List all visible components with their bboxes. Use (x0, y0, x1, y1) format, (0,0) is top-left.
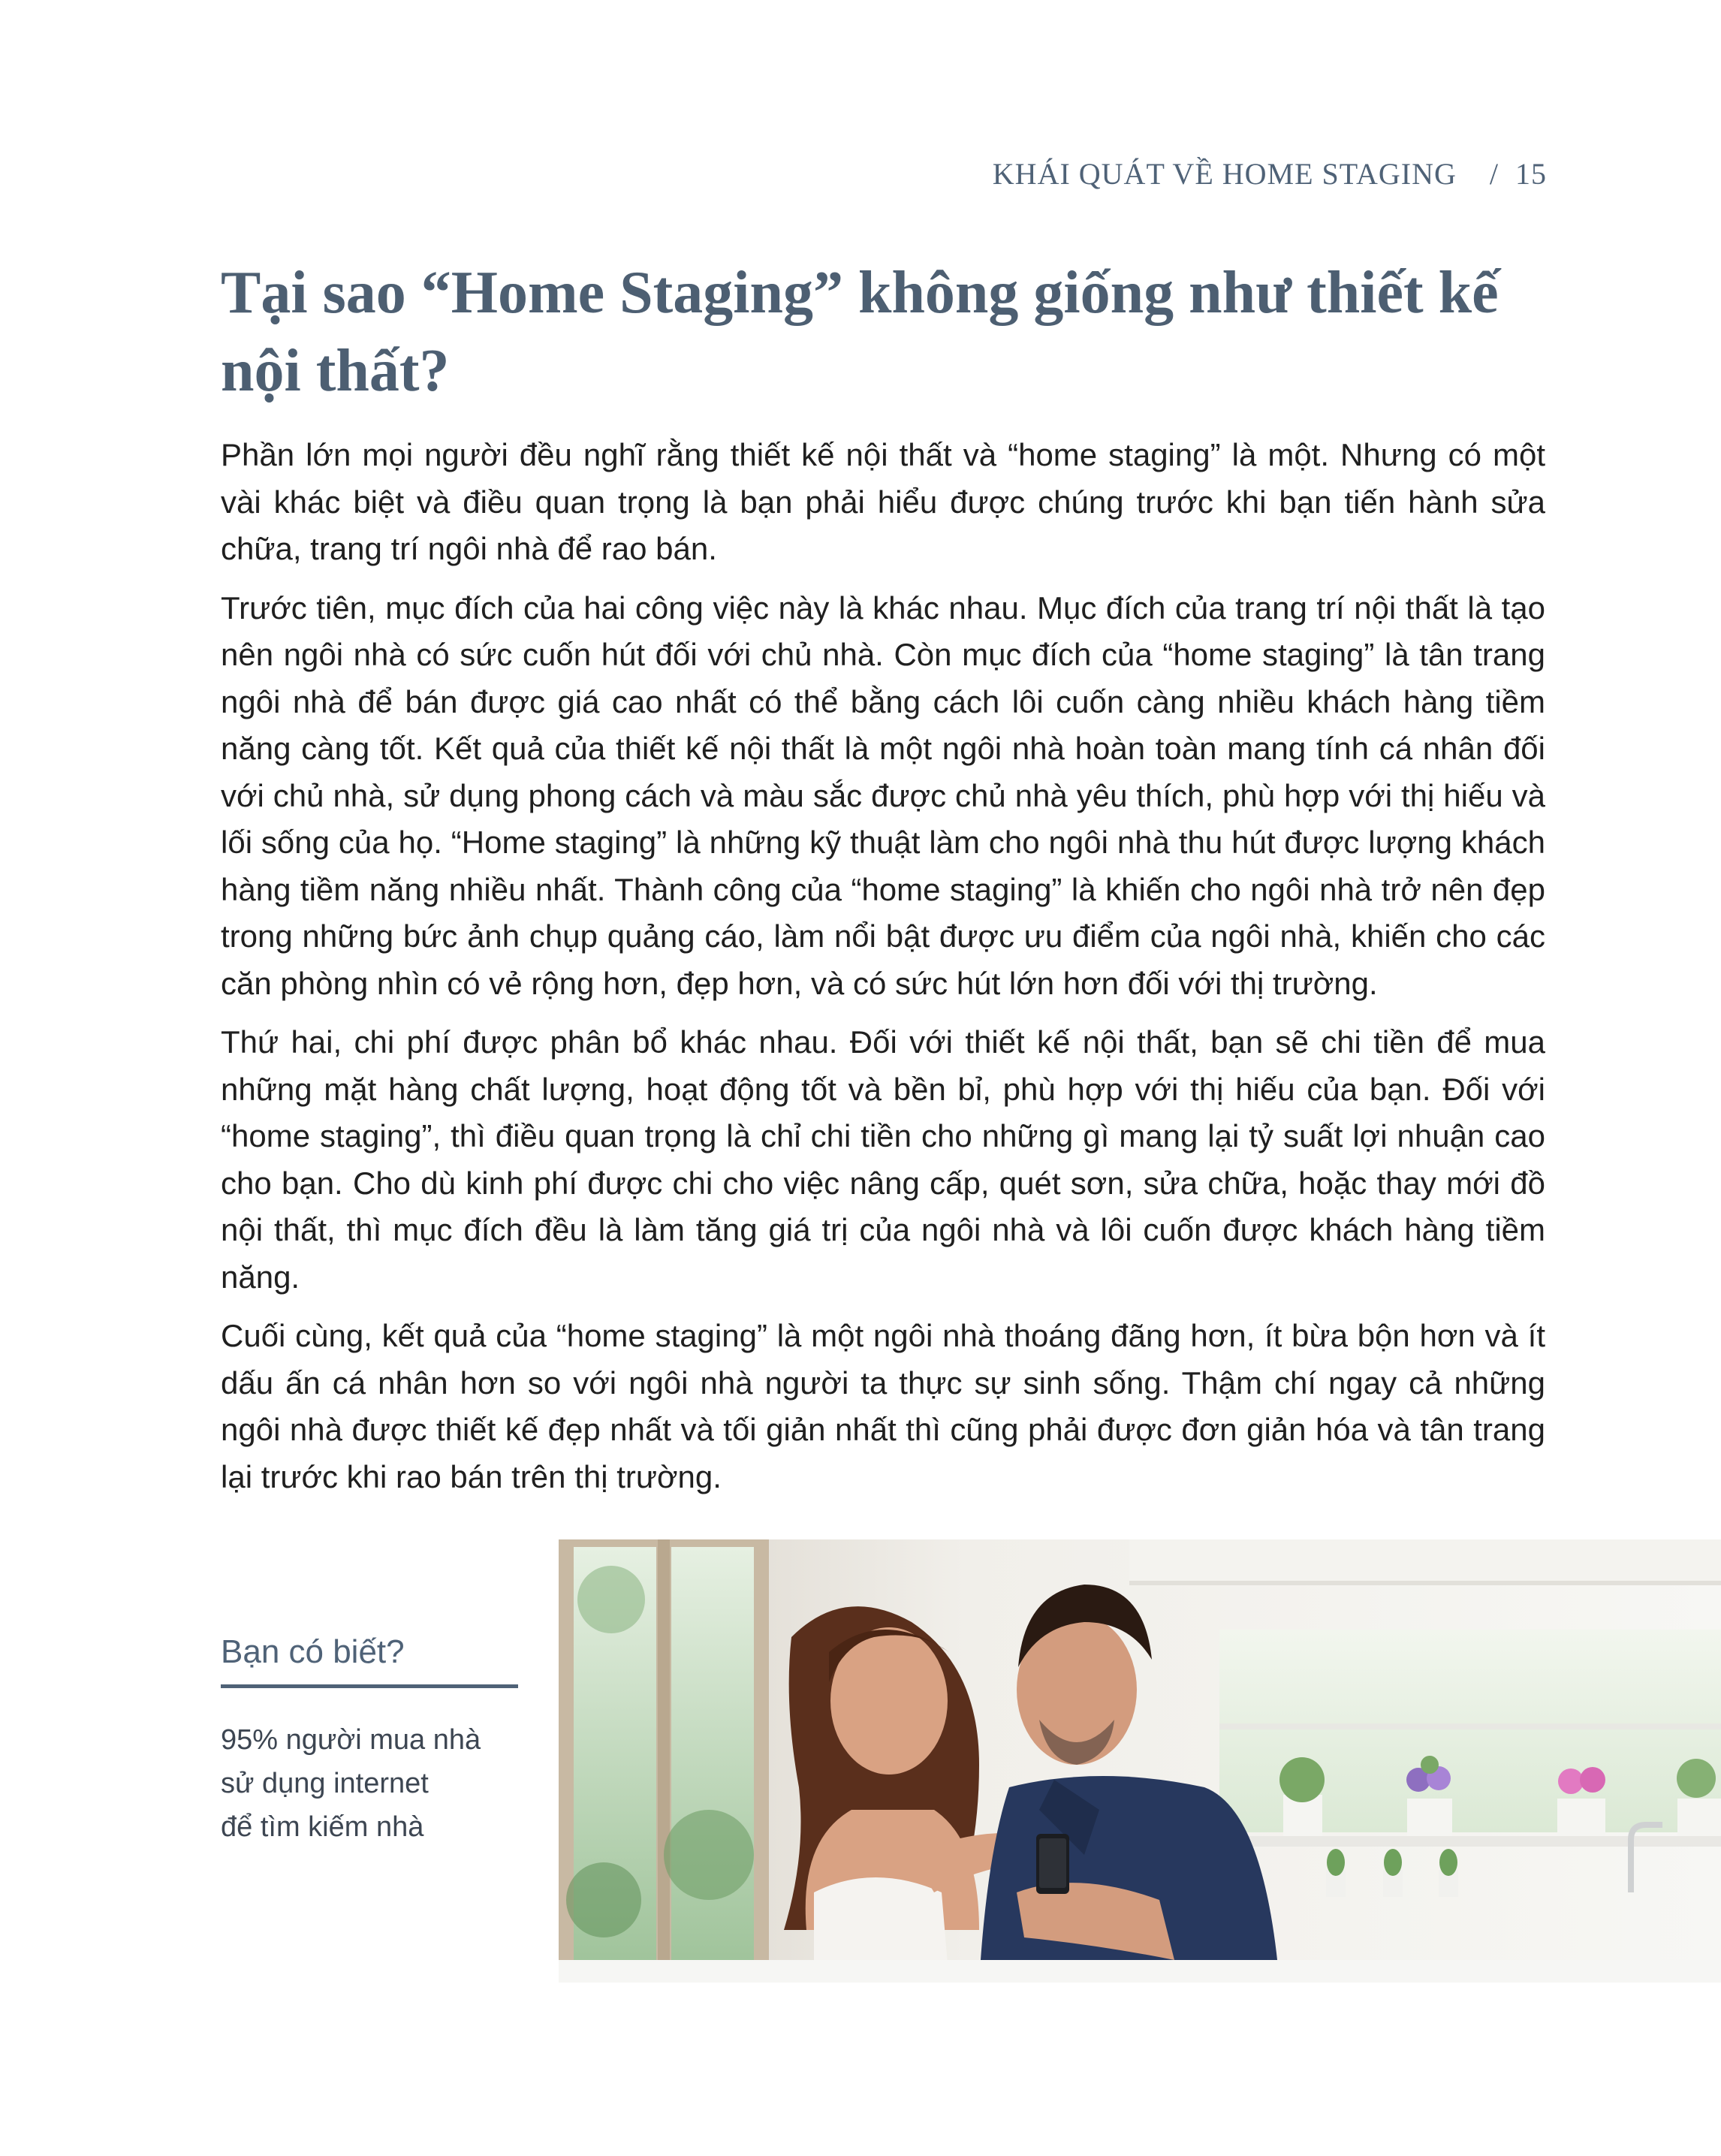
paragraph-2: Trước tiên, mục đích của hai công việc này là khác nhau. Mục đích của trang trí nội thất là tạo nên ngôi nhà có sức cuốn hút đối với chủ nhà. Còn mục đích của “home staging” là tân trang ngôi nhà để bán được giá cao nhất có thể bằng cách lôi cuốn càng nhiều khách hàng tiềm năng càng tốt. Kết quả của thiết kế nội thất là một ngôi nhà hoàn toàn mang tính cá nhân đối với chủ nhà, sử dụng phong cách và màu sắc được chủ nhà yêu thích, phù hợp với thị hiếu và lối sống của họ. “Home staging” là những kỹ thuật làm cho ngôi nhà thu hút được lượng khách hàng tiềm năng nhiều nhất. Thành công của “home staging” là khiến cho ngôi nhà trở nên đẹp trong những bức ảnh chụp quảng cáo, làm nổi bật được ưu điểm của ngôi nhà, khiến cho các căn phòng nhìn có vẻ rộng hơn, đẹp hơn, và có sức hút lớn hơn đối với thị trường. (221, 590, 1545, 1001)
paragraph-3: Thứ hai, chi phí được phân bổ khác nhau. Đối với thiết kế nội thất, bạn sẽ chi tiền để mua những mặt hàng chất lượng, hoạt động tốt và bền bỉ, phù hợp với thị hiếu của bạn. Đối với “home staging”, thì điều quan trọng là chỉ chi tiền cho những gì mang lại tỷ suất lợi nhuận cao cho bạn. Cho dù kinh phí được chi cho việc nâng cấp, quét sơn, sửa chữa, hoặc thay mới đồ nội thất, thì mục đích đều là làm tăng giá trị của ngôi nhà và lôi cuốn được khách hàng tiềm năng. (221, 1024, 1545, 1295)
article-body (221, 432, 1545, 1512)
left-window-pane (671, 1547, 754, 1968)
did-you-know-box (221, 1633, 518, 1849)
paragraph-1: Phần lớn mọi người đều nghĩ rằng thiết kế nội thất và “home staging” là một. Nhưng có một vài khác biệt và điều quan trọng là bạn phải hiểu được chúng trước khi bạn tiến hành sửa chữa, trang trí ngôi nhà để rao bán. (221, 437, 1545, 566)
page-number: 15 (1515, 157, 1547, 191)
sidebar-text (221, 1718, 491, 1849)
counter (559, 1960, 1721, 1983)
sidebar-title: Bạn có biết? (221, 1633, 518, 1688)
couple-photo (559, 1539, 1721, 1983)
section-title: KHÁI QUÁT VỀ HOME STAGING (992, 157, 1457, 191)
separator: / (1489, 157, 1499, 191)
article-title: Tại sao “Home Staging” không giống như thiết kế nội thất? (221, 260, 1499, 404)
photo-illustration (559, 1539, 1721, 1983)
sidebar-line-1: 95% người mua nhà (221, 1724, 481, 1756)
sidebar-line-2: sử dụng internet (221, 1768, 429, 1799)
sidebar-line-3: để tìm kiếm nhà (221, 1811, 424, 1843)
upper-cabinet (1129, 1539, 1721, 1581)
running-head (901, 156, 1547, 191)
paragraph-4: Cuối cùng, kết quả của “home staging” là một ngôi nhà thoáng đãng hơn, ít bừa bộn hơn và ít dấu ấn cá nhân hơn so với ngôi nhà người ta thực sự sinh sống. Thậm chí ngay cả những ngôi nhà được thiết kế đẹp nhất và tối giản nhất thì cũng phải được đơn giản hóa và tân trang lại trước khi rao bán trên thị trường. (221, 1318, 1545, 1494)
